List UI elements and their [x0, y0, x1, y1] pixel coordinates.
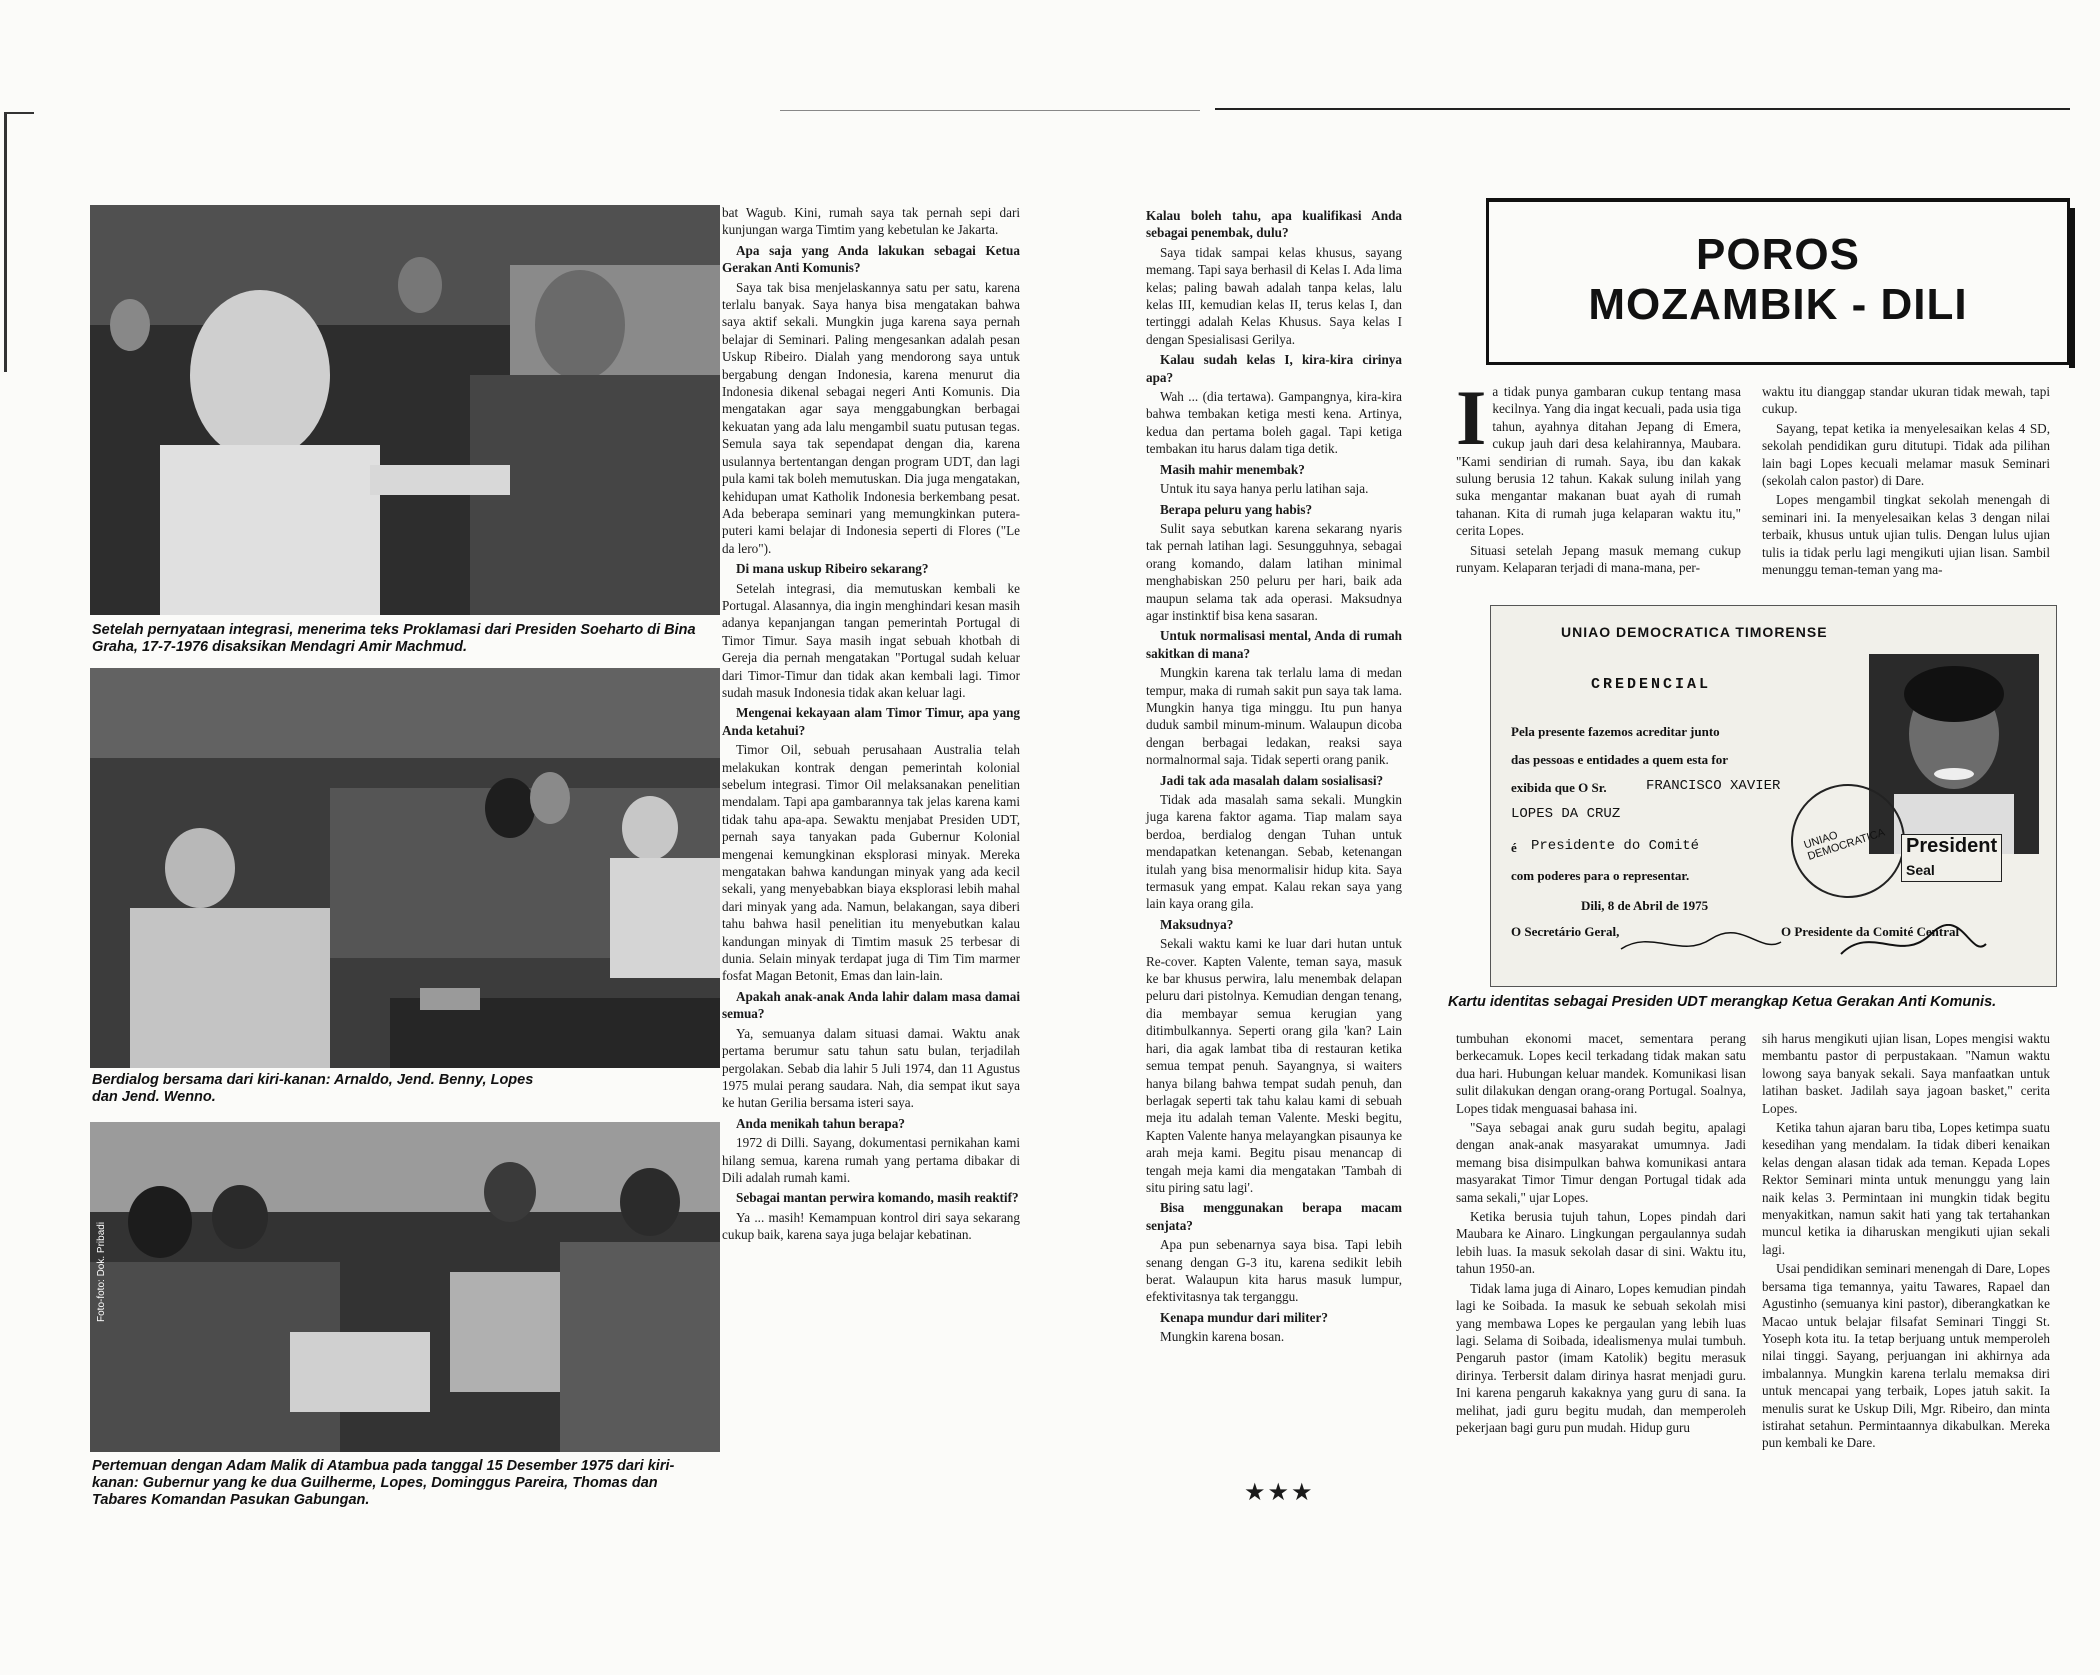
article-para: sih harus mengikuti ujian lisan, Lopes mengisi waktu membantu pastor di perpustakaan. "Namun waktu lowong saya banyak sekali. Saya manfaatkan untuk latihan basket. Jadilah saya jagoan basket," cerita Lopes.: [1762, 1031, 2050, 1116]
card-signatures: [1611, 924, 1991, 964]
card-line: é: [1511, 840, 1517, 855]
article-para: Sayang, tepat ketika ia menyelesaikan kelas 4 SD, sekolah pendidikan guru ditutupi. Tidak ada pilihan lain bagi Lopes kecuali melamar masuk Seminari (sekolah calon pastor) di Dare.: [1762, 420, 2050, 489]
interview-question: Untuk normalisasi mental, Anda di rumah sakitkan di mana?: [1146, 628, 1402, 661]
dropcap: I: [1456, 374, 1487, 461]
card-president-label: President: [1906, 835, 1998, 857]
article-column-a: [1456, 374, 1741, 578]
card-secretary: O Secretário Geral,: [1511, 924, 1620, 939]
photo1-caption: Setelah pernyataan integrasi, menerima teks Proklamasi dari Presiden Soeharto di Bina Graha, 17-7-1976 disaksikan Mendagri Amir Machmud.: [92, 622, 696, 655]
interview-question: Masih mahir menembak?: [1160, 461, 1305, 477]
interview-answer: Sulit saya sebutkan karena sekarang nyaris tak pernah latihan lagi. Sesungguhnya, sebagai orang komando, dalam latihan minimal menghabiskan 250 peluru per hari, baik ada maupun selama tak ada operasi. Maksudnya agar instinktif bisa kena sasaran.: [1146, 520, 1402, 623]
interview-question: Anda menikah tahun berapa?: [736, 1115, 905, 1131]
interview-answer: Saya tak bisa menjelaskannya satu per satu, karena terlalu banyak. Saya hanya bisa mengatakan bahwa saya aktif sekali. Mungkin juga karena saya pernah belajar di Seminari. Paling mengesankan adalah pesan Uskup Ribeiro. Dialah yang mendorong saya untuk bergabung dengan Indonesia, karena menurut dia Indonesia dikenal sebagai negeri Anti Komunis. Dia mengatakan agar saya menggabungkan berbagai kekuatan yang ada lalu mengambil suatu putusan tegas. Semula saya tak sependapat dengan dia, karena usulannya bertentangan dengan program UDT, dan lagi pula kami tak boleh memutuskan. Dia juga mengatakan, kehidupan umat Katholik Indonesia berkembang pesat. Ada beberapa seminari yang memungkinkan putera-puteri kami belajar di Indonesia seperti di Flores ("Le da lero").: [722, 279, 1020, 556]
interview-answer: Untuk itu saya hanya perlu latihan saja.: [1160, 481, 1369, 497]
interview-question: Kalau boleh tahu, apa kualifikasi Anda sebagai penembak, dulu?: [1146, 208, 1402, 241]
interview-answer: Ya, semuanya dalam situasi damai. Waktu anak pertama berumur satu tahun satu bulan, terjadilah pergolakan. Sebab dia lahir 5 Juli 1974, dan 11 Agustus 1975 mulai perang saudara. Nah, dia sempat ikut saya ke hutan Gerilia bersama isteri saya.: [722, 1025, 1020, 1111]
article-para: waktu itu dianggap standar ukuran tidak mewah, tapi cukup.: [1762, 384, 2050, 417]
article-para: Ketika tahun ajaran baru tiba, Lopes ketimpa suatu kesedihan yang mendalam. Ia tidak diberi kenaikan kelas dengan alasan tidak ada teman. Kepada Lopes Rektor Seminari minta untuk menunggu yang lain naik kelas 3. Permintaan ini mungkin tidak begitu menyakitkan, namun sakit hati yang tak tertahankan muncul ketika ia diharuskan mengikuti ujian sekali lagi.: [1762, 1120, 2050, 1257]
card-line: das pessoas e entidades a quem esta for: [1511, 752, 1729, 767]
interview-answer: Mungkin karena bosan.: [1160, 1329, 1285, 1345]
interview-question: Apakah anak-anak Anda lahir dalam masa damai semua?: [722, 988, 1020, 1022]
title-box-shadow: [2069, 208, 2075, 368]
photo-meeting: [90, 1122, 720, 1452]
interview-question: Kenapa mundur dari militer?: [1160, 1309, 1328, 1325]
article-para: tumbuhan ekonomi macet, sementara perang berkecamuk. Lopes kecil terkadang tidak makan satu dua hari. Hubungan keluar mandek. Komunikasi lisan sulit dilakukan dengan orang-orang Portugal. Soalnya, Lopes tidak menguasai bahasa ini.: [1456, 1031, 1746, 1116]
card-line: com poderes para o representar.: [1511, 868, 1690, 883]
interview-answer: Setelah integrasi, dia memutuskan kembali ke Portugal. Alasannya, dia ingin menghindari kesan masih adanya kepanjangan tangan pemerintah Portugal di Timor Timur. Saya masih ingat sebuah khotbah di Gereja dia pernah mengatakan "Portugal sudah keluar dari Timor-Timur dan tidak akan kembali lagi. Timor sudah masuk Indonesia tidak akan keluar lagi.: [722, 580, 1020, 700]
interview-question: Bisa menggunakan berapa macam senjata?: [1146, 1200, 1402, 1233]
article-para: Lopes mengambil tingkat sekolah menengah di seminari ini. Ia menyelesaikan kelas 3 dengan nilai terbaik, khusus untuk ujian tulis. Dengan lulus ujian tulis ia tidak perlu lagi mengikuti ujian lisan. Sambil menunggu teman-teman yang ma-: [1762, 492, 2050, 578]
card-place-date: Dili, 8 de Abril de 1975: [1581, 898, 1709, 913]
article-column-d: [1762, 1030, 2050, 1454]
card-line: exibida que O Sr.: [1511, 780, 1607, 795]
card-name-line1: FRANCISCO XAVIER: [1646, 778, 1781, 794]
interview-question: Berapa peluru yang habis?: [1160, 501, 1313, 517]
interview-question: Di mana uskup Ribeiro sekarang?: [736, 561, 929, 577]
interview-question: Apa saja yang Anda lakukan sebagai Ketua Gerakan Anti Komunis?: [722, 242, 1020, 276]
interview-column-1: [722, 204, 1020, 1246]
interview-answer: Apa pun sebenarnya saya bisa. Tapi lebih senang dengan G-3 itu, karena sedikit lebih berat. Walaupun kita harus masuk lumpur, efektivitasnya tak terganggu.: [1146, 1237, 1402, 1305]
photo-credit: [96, 1308, 107, 1322]
article-para: Ia tidak punya gambaran cukup tentang masa kecilnya. Yang dia ingat kecuali, pada usia tiga tahun, ayahnya ditahan Jepang di Emera, cukup jauh dari desa kelahirannya, Maubara. "Kami sendirian di rumah. Saya, ibu dan kakak sulung berusia 12 tahun. Kakak sulung inilah yang suka mengantar makanan buat ayah di rumah tahanan. Kita di rumah juga kelaparan waktu itu," cerita Lopes.: [1456, 374, 1741, 539]
interview-question: Sebagai mantan perwira komando, masih reaktif?: [736, 1190, 1019, 1206]
page-edge-mark: [4, 112, 34, 114]
photo-handshake: [90, 205, 720, 615]
interview-question: Kalau sudah kelas I, kira-kira cirinya apa?: [1146, 352, 1402, 385]
photo3-caption: Pertemuan dengan Adam Malik di Atambua pada tanggal 15 Desember 1975 dari kiri-kanan: Gubernur yang ke dua Guilherme, Lopes, Dominggus Pareira, Thomas dan Tabares Komandan Pasukan Gabungan.: [92, 1458, 675, 1508]
article-para: Usai pendidikan seminari menengah di Dare, Lopes bersama tiga temannya, yaitu Tawares, Rapael dan Agustinho (semuanya kini pastor), diberangkatkan ke Macao untuk belajar filsafat Seminari Tinggi St. Yoseph kota itu. Ia tetap berjuang untuk memperoleh nilai tinggi. Sayang, perjuangan ini akhirnya ada imbalannya. Mungkin karena terlalu memaksa diri untuk mencapai yang terbaik, Lopes jatuh sakit. Ia menulis surat ke Uskup Dili, Mgr. Ribeiro, dan minta istirahat setahun. Permintaannya dikabulkan. Mereka pun kembali ke Dare.: [1762, 1261, 2050, 1451]
article-para: Tidak lama juga di Ainaro, Lopes kemudian pindah lagi ke Soibada. Ia masuk ke sebuah sekolah misi yang membawa Lopes ke pergaulan yang lebih luas lagi. Selama di Soibada, idealismenya mulai tumbuh. Pengaruh pastor (imam Katolik) begitu merasuk dirinya. Terbersit dalam dirinya hasrat menjadi guru. Ini karena pengaruh kakaknya yang guru di sana. Ia melihat, jadi guru begitu mudah, dan memperoleh pekerjaan bagi guru pun mudah. Hidup guru: [1456, 1280, 1746, 1435]
article-para: "Saya sebagai anak guru sudah begitu, apalagi dengan anak-anak masyarakat umumnya. Jadi memang bisa disimpulkan bahwa komunikasi antara masyarakat Timor Timur dengan Portugal tidak ada sama sekali," ujar Lopes.: [1456, 1120, 1746, 1205]
article-title-line1: POROS: [1696, 230, 1860, 279]
article-para: Ketika berusia tujuh tahun, Lopes pindah dari Maubara ke Ainaro. Lingkungan pergaulannya sudah lebih luas. Ia masuk sekolah dasar di sini. Waktu itu, tahun 1950-an.: [1456, 1209, 1746, 1277]
article-para: Situasi setelah Jepang masuk memang cukup runyam. Kelaparan terjadi di mana-mana, per-: [1456, 542, 1741, 576]
interview-answer: Timor Oil, sebuah perusahaan Australia telah melakukan kontrak dengan pemerintah kolonial sebelum integrasi. Timor Oil melaksanakan penelitian mendalam. Tapi apa gambarannya tak jelas karena kami tidak tahu apa-apa. Sewaktu menjabat Presiden UDT, pernah saya tanyakan pada Gubernur Kolonial mengenai kemungkinan eksplorasi minyak. Mereka mengatakan bahwa kandungan minyak yang ada kecil sekali, yang menyebabkan biaya eksplorasi lebih mahal dari minyak yang ada. Namun, belakangan, saya diberi tahu bahwa hasil penelitian itu menyebutkan kalau kandungan minyak di Timtim masuk 25 terbesar di dunia. Selain minyak terdapat juga di Tim Tim marmer fosfat Magan Betonit, Emas dan lain-lain.: [722, 742, 1020, 984]
photo-dialogue: [90, 668, 720, 1068]
interview-column-2: [1146, 204, 1402, 1348]
card-stamp-text: UNIAO DEMOCRATICA: [1802, 826, 1887, 863]
top-rule-faint: [780, 110, 1200, 111]
interview-answer: Mungkin karena tak terlalu lama di medan tempur, maka di rumah sakit pun saya tak lama. Mungkin hanya tiga minggu. Itu pun hanya duduk sambil minum-minum. Walaupun dicoba dengan berbagai ledakan, reaksi saya normalnormal saja. Tidak seperti orang panik.: [1146, 665, 1402, 768]
udt-credential-card: [1490, 605, 2057, 987]
card-name-line2: LOPES DA CRUZ: [1511, 806, 1621, 822]
page-edge-mark: [4, 112, 7, 372]
end-stars: ★★★: [1244, 1478, 1315, 1506]
card-line: Pela presente fazemos acreditar junto: [1511, 724, 1720, 739]
interview-answer: 1972 di Dilli. Sayang, dokumentasi pernikahan kami hilang semua, karena rumah yang pertama dibakar di Dili adalah rumah kami.: [722, 1135, 1020, 1185]
article-title-box: [1486, 198, 2070, 365]
interview-answer: Wah ... (dia tertawa). Gampangnya, kira-kira bahwa tembakan ketiga mesti kena. Artinya, kedua dan pertama boleh gagal. Tapi ketiga tembakan itu harus dalam tiga detik.: [1146, 389, 1402, 457]
card-header: UNIAO DEMOCRATICA TIMORENSE: [1561, 624, 1828, 640]
article-title-line2: MOZAMBIK - DILI: [1588, 280, 1968, 329]
interview-answer: Sekali waktu kami ke luar dari hutan untuk Re-cover. Kapten Valente, teman saya, masuk ke bar khusus perwira, lalu menembak delapan peluru dari pistolnya. Kemudian dengan tenang, dia membayar semua kerugian yang ditimbulkannya. Seperti orang gila 'kan? Lain hari, dia agak lambat tiba di restauran ketika semua tempat penuh. Sayangnya, si waiters hanya bilang bahwa tempat sudah penuh, dan berlagak seperti tak tahu kalau kami di sebuah meja itu adalah teman Valente. Meski begitu, Kapten Valente hanya melayangkan pisaunya ke arah meja kami. Begitu pisau menancap di tengah meja kami dia mengatakan 'Tambah di situ piring satu lagi'.: [1146, 936, 1402, 1195]
article-column-c: [1456, 1030, 1746, 1438]
interview-answer: Tidak ada masalah sama sekali. Mungkin juga karena faktor agama. Tiap malam saya berdoa, berdialog dengan Tuhan untuk mendapatkan ketenangan. Sebab, ketenangan itulah yang bisa menormalisir hidup kita. Saya termasuk yang empat. Kalau rekan saya yang lain kaya orang gila.: [1146, 792, 1402, 912]
interview-answer: Ya ... masih! Kemampuan kontrol diri saya sekarang cukup baik, karena saya juga belajar kebatinan.: [722, 1209, 1020, 1243]
card-president-seal: [1901, 834, 2002, 882]
interview-answer: bat Wagub. Kini, rumah saya tak pernah sepi dari kunjungan warga Timtim yang kebetulan ke Jakarta.: [722, 205, 1020, 238]
interview-question: Mengenai kekayaan alam Timor Timur, apa yang Anda ketahui?: [722, 705, 1020, 738]
interview-question: Jadi tak ada masalah dalam sosialisasi?: [1160, 772, 1384, 788]
card-credential-title: CREDENCIAL: [1591, 676, 1712, 693]
card-president-sig: O Presidente da Comité Central: [1781, 924, 1960, 939]
article-title: [1489, 230, 2067, 330]
interview-answer: Saya tidak sampai kelas khusus, sayang memang. Tapi saya berhasil di Kelas I. Ada lima kelas; paling bawah adalah tanpa kelas, lalu kelas III, kemudian kelas II, terus kelas I, dan tertinggi adalah Kelas Khusus. Saya kelas I dengan Spesialisasi Gerilya.: [1146, 244, 1402, 347]
card-seal-label: Seal: [1906, 862, 1935, 878]
interview-question: Maksudnya?: [1160, 916, 1234, 932]
card-caption: Kartu identitas sebagai Presiden UDT merangkap Ketua Gerakan Anti Komunis.: [1448, 994, 1997, 1010]
article-column-b: [1762, 383, 2050, 580]
card-role: Presidente do Comité: [1531, 838, 1700, 854]
photo2-caption: Berdialog bersama dari kiri-kanan: Arnaldo, Jend. Benny, Lopes dan Jend. Wenno.: [92, 1072, 534, 1105]
top-rule: [1215, 108, 2070, 110]
